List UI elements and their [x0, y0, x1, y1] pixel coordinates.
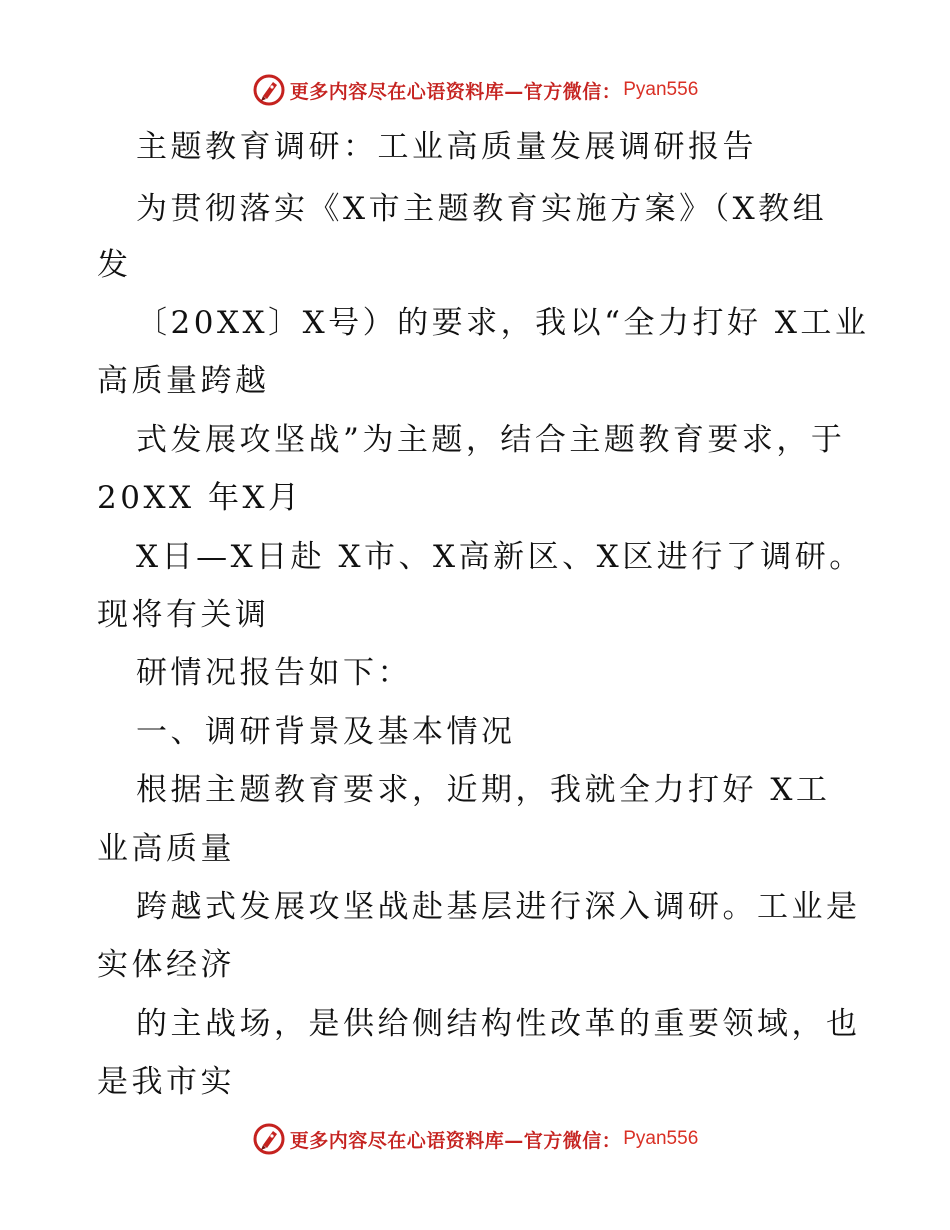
paragraph-line: 发: [97, 247, 132, 283]
banner-text: 更多内容尽在心语资料库—官方微信：: [289, 80, 622, 103]
header-banner: [0, 70, 950, 110]
pen-nib-logo-icon: [252, 1122, 286, 1156]
paragraph-line: 研情况报告如下：: [136, 655, 412, 691]
paragraph-line: X日—X日赴 X市、X高新区、X区进行了调研。: [136, 539, 864, 575]
banner-wechat-id: Pyan556: [623, 1128, 699, 1149]
pen-nib-logo-icon: [252, 73, 286, 107]
paragraph-line: 式发展攻坚战”为主题，结合主题教育要求，于: [136, 422, 846, 458]
paragraph-line: 〔20XX〕X号）的要求，我以“全力打好 X工业: [136, 305, 870, 341]
section-heading: 一、调研背景及基本情况: [136, 714, 516, 750]
paragraph-line: 高质量跨越: [97, 363, 270, 399]
paragraph-line: 根据主题教育要求，近期，我就全力打好 X工: [136, 772, 831, 808]
paragraph-line: 是我市实: [97, 1064, 235, 1100]
paragraph-line: 为贯彻落实《X市主题教育实施方案》（X教组: [136, 191, 828, 227]
paragraph-line: 跨越式发展攻坚战赴基层进行深入调研。工业是: [136, 889, 861, 925]
banner-text: 更多内容尽在心语资料库—官方微信：: [289, 1129, 622, 1152]
banner-wechat-id: Pyan556: [623, 79, 699, 100]
paragraph-line: 业高质量: [97, 831, 235, 867]
paragraph-line: 20XX 年X月: [97, 480, 303, 516]
paragraph-line: 现将有关调: [97, 597, 270, 633]
footer-banner: [0, 1119, 950, 1159]
document-title: 主题教育调研：工业高质量发展调研报告: [136, 129, 757, 165]
paragraph-line: 的主战场，是供给侧结构性改革的重要领域，也: [136, 1006, 861, 1042]
paragraph-line: 实体经济: [97, 947, 235, 983]
